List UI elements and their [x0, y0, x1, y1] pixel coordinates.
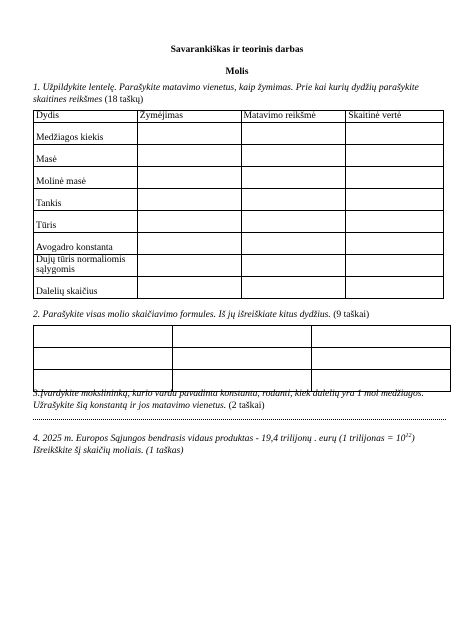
worksheet-title: Savarankiškas ir teorinis darbas — [170, 44, 304, 55]
quantity-name: Avogadro konstanta — [34, 232, 138, 254]
exponent: 12 — [405, 432, 412, 439]
quantity-name: Tūris — [34, 210, 138, 232]
question-2 — [33, 309, 443, 321]
question-3 — [33, 388, 443, 411]
answer-cell[interactable] — [346, 122, 444, 144]
question-4-text-end: ) Išreikškite šį skaičių moliais. (1 taškas) — [33, 433, 415, 456]
table-header-row — [34, 111, 444, 123]
answer-cell[interactable] — [346, 144, 444, 166]
table-row — [34, 232, 444, 254]
formula-cell[interactable] — [312, 348, 451, 370]
column-header: Matavimo reikšmė — [241, 111, 346, 123]
answer-cell[interactable] — [137, 166, 241, 188]
formula-cell[interactable] — [34, 326, 173, 348]
question-1-points: (18 taškų) — [104, 93, 144, 105]
table-row — [34, 188, 444, 210]
answer-cell[interactable] — [137, 232, 241, 254]
formula-cell[interactable] — [34, 348, 173, 370]
quantity-name: Dujų tūris normaliomis sąlygomis — [34, 254, 138, 276]
answer-cell[interactable] — [346, 276, 444, 298]
question-4 — [33, 433, 443, 456]
topic-title: Molis — [225, 66, 249, 77]
formula-cell[interactable] — [312, 326, 451, 348]
answer-cell[interactable] — [137, 122, 241, 144]
table-row — [34, 254, 444, 276]
answer-cell[interactable] — [241, 210, 346, 232]
quantities-table — [33, 110, 444, 299]
quantity-name: Molinė masė — [34, 166, 138, 188]
table-row — [34, 210, 444, 232]
formulas-table — [33, 325, 451, 392]
table-row — [34, 326, 451, 348]
answer-cell[interactable] — [346, 232, 444, 254]
quantity-name: Medžiagos kiekis — [34, 122, 138, 144]
question-3-points: (2 taškai) — [228, 399, 265, 411]
question-3-text: 3.Įvardykite mokslininką, kurio vardu pavadinta konstanta, rodanti, kiek dalelių yra 1 mol medžiagos. Užrašykite šią konstantą ir jos matavimo vienetus. — [33, 388, 424, 411]
answer-dotted-line[interactable] — [33, 419, 446, 420]
quantity-name: Tankis — [34, 188, 138, 210]
quantity-name: Masė — [34, 144, 138, 166]
table-row — [34, 144, 444, 166]
question-4-text: 4. 2025 m. Europos Sąjungos bendrasis vidaus produktas - 19,4 trilijonų . eurų (1 trilijonas = 10 — [33, 433, 406, 444]
table-row — [34, 122, 444, 144]
table-row — [34, 166, 444, 188]
quantity-name: Dalelių skaičius — [34, 276, 138, 298]
column-header: Dydis — [34, 111, 138, 123]
question-1-text: 1. Užpildykite lentelę. Parašykite matavimo vienetus, kaip žymimas. Prie kai kurių dydžių parašykite skaitines reikšmes — [33, 82, 419, 105]
column-header: Žymėjimas — [137, 111, 241, 123]
table-row — [34, 276, 444, 298]
answer-cell[interactable] — [241, 232, 346, 254]
answer-cell[interactable] — [137, 254, 241, 276]
answer-cell[interactable] — [346, 210, 444, 232]
answer-cell[interactable] — [137, 144, 241, 166]
table-row — [34, 348, 451, 370]
column-header: Skaitinė vertė — [346, 111, 444, 123]
answer-cell[interactable] — [241, 122, 346, 144]
answer-cell[interactable] — [137, 188, 241, 210]
question-2-points: (9 taškai) — [333, 309, 370, 320]
answer-cell[interactable] — [346, 166, 444, 188]
answer-cell[interactable] — [346, 188, 444, 210]
answer-cell[interactable] — [137, 210, 241, 232]
answer-cell[interactable] — [137, 276, 241, 298]
formula-cell[interactable] — [173, 348, 312, 370]
answer-cell[interactable] — [241, 144, 346, 166]
answer-cell[interactable] — [241, 276, 346, 298]
question-1 — [33, 82, 443, 105]
answer-cell[interactable] — [241, 254, 346, 276]
formula-cell[interactable] — [173, 326, 312, 348]
answer-cell[interactable] — [241, 188, 346, 210]
answer-cell[interactable] — [346, 254, 444, 276]
answer-cell[interactable] — [241, 166, 346, 188]
question-2-text: 2. Parašykite visas molio skaičiavimo formules. Iš jų išreiškiate kitus dydžius. — [33, 309, 331, 320]
